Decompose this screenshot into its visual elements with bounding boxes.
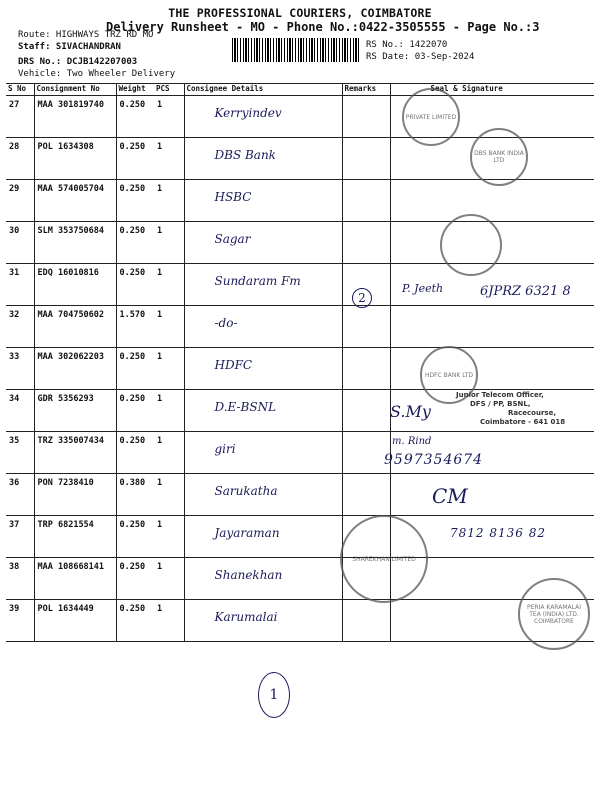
row-consignee-text: DBS Bank — [214, 148, 276, 162]
row-sno — [6, 96, 34, 138]
row-consignee-text: -do- — [214, 316, 238, 330]
row-weight-text: 0.250 — [119, 352, 146, 362]
row-sno-text: 34 — [9, 394, 20, 404]
row-weight — [116, 222, 154, 264]
vehicle: Vehicle: Two Wheeler Delivery — [18, 69, 176, 79]
row-weight — [116, 96, 154, 138]
row-consignment-no — [34, 600, 116, 642]
row-weight-text: 0.250 — [119, 394, 146, 404]
row-consignee — [184, 432, 342, 474]
row-seal-signature-text — [391, 306, 595, 310]
row-sno-text: 29 — [9, 184, 20, 194]
row-remarks-text — [343, 96, 390, 100]
row-seal-signature-text — [391, 474, 595, 478]
row-sno — [6, 390, 34, 432]
rs-number: RS No.: 1422070 — [366, 40, 448, 50]
row-seal-signature — [390, 306, 594, 348]
table-row — [6, 180, 594, 222]
row-sno-text: 28 — [9, 142, 20, 152]
row-remarks — [342, 96, 390, 138]
extra-37: 7812 8136 82 — [450, 526, 546, 540]
table-row — [6, 600, 594, 642]
row-consignment-no-text: GDR 5356293 — [37, 394, 94, 404]
table-header-row — [6, 84, 594, 96]
row-sno-text: 33 — [9, 352, 20, 362]
row-weight — [116, 432, 154, 474]
col-remarks: Remarks — [342, 84, 390, 96]
row-pcs — [154, 390, 184, 432]
row-weight — [116, 474, 154, 516]
row-weight — [116, 558, 154, 600]
row-sno-text: 27 — [9, 100, 20, 110]
row-pcs-text: 1 — [157, 478, 163, 488]
row-pcs-text: 1 — [157, 394, 163, 404]
row-consignment-no-text: MAA 704750602 — [37, 310, 105, 320]
hdfc-seal: HDFC BANK LTD — [420, 346, 478, 404]
row-pcs — [154, 222, 184, 264]
row-sno — [6, 516, 34, 558]
row-sno-text: 35 — [9, 436, 20, 446]
row-remarks-text — [343, 264, 390, 268]
row-seal-signature — [390, 474, 594, 516]
row-remarks-text — [343, 432, 390, 436]
row-sno-text: 38 — [9, 562, 20, 572]
row-remarks-text — [343, 474, 390, 478]
row-remarks-text — [343, 348, 390, 352]
row-consignment-no — [34, 348, 116, 390]
rs-date: RS Date: 03-Sep-2024 — [366, 52, 475, 62]
row-pcs-text: 1 — [157, 226, 163, 236]
row-remarks — [342, 180, 390, 222]
barcode — [232, 38, 360, 62]
row-sno-text: 36 — [9, 478, 20, 488]
karamalai-seal: PERIA KARAMALAI TEA (INDIA) LTD. COIMBATORE — [518, 578, 590, 650]
row-sno — [6, 432, 34, 474]
row-consignment-no-text: POL 1634308 — [37, 142, 94, 152]
col-consignment: Consignment No — [34, 84, 116, 96]
row-weight — [116, 516, 154, 558]
col-consignee: Consignee Details — [184, 84, 342, 96]
row-weight-text: 0.250 — [119, 562, 146, 572]
row-pcs-text: 1 — [157, 142, 163, 152]
row-consignment-no — [34, 264, 116, 306]
row-consignee-text: giri — [214, 442, 236, 456]
staff: Staff: SIVACHANDRAN — [18, 42, 121, 52]
row-weight-text: 0.250 — [119, 100, 146, 110]
table-row — [6, 348, 594, 390]
row-consignee-text: Karumalai — [214, 610, 278, 624]
row-consignee — [184, 222, 342, 264]
table-row — [6, 432, 594, 474]
row-remarks — [342, 600, 390, 642]
row-pcs-text: 1 — [157, 184, 163, 194]
row-seal-signature-text — [391, 516, 595, 520]
row-pcs — [154, 600, 184, 642]
row-consignee — [184, 516, 342, 558]
row-weight — [116, 264, 154, 306]
row-consignee — [184, 264, 342, 306]
col-seal-signature: Seal & Signature — [390, 84, 594, 96]
table-row — [6, 306, 594, 348]
bsnl-stamp: Junior Telecom Officer, DFS / PP, BSNL, Racecourse, Coimbatore - 641 018 — [456, 391, 566, 426]
row-consignment-no — [34, 180, 116, 222]
row-pcs-text: 1 — [157, 100, 163, 110]
kerry-seal: PRIVATE LIMITED — [402, 88, 460, 146]
row-consignee-text: HSBC — [214, 190, 252, 204]
row-sno — [6, 558, 34, 600]
col-weight: Weight — [116, 84, 154, 96]
row-consignment-no — [34, 96, 116, 138]
row-pcs — [154, 264, 184, 306]
row-consignment-no — [34, 474, 116, 516]
row-sno — [6, 222, 34, 264]
row-consignee-text: HDFC — [214, 358, 253, 372]
row-consignment-no — [34, 558, 116, 600]
signature-31: P. Jeeth — [402, 282, 444, 295]
table-row — [6, 558, 594, 600]
row-consignee — [184, 180, 342, 222]
row-consignment-no — [34, 432, 116, 474]
row-pcs-text: 1 — [157, 604, 163, 614]
row-weight — [116, 390, 154, 432]
row-consignee-text: Sagar — [214, 232, 251, 246]
extra-35: 9597354674 — [384, 452, 484, 468]
dbs-seal: DBS BANK INDIA LTD — [470, 128, 528, 186]
row-weight-text: 0.250 — [119, 520, 146, 530]
row-consignee — [184, 600, 342, 642]
row-consignment-no — [34, 222, 116, 264]
row-sno-text: 30 — [9, 226, 20, 236]
row-remarks — [342, 474, 390, 516]
runsheet-title: Delivery Runsheet - MO - Phone No.:0422-3505555 - Page No.:3 — [106, 20, 540, 34]
row-pcs-text: 1 — [157, 310, 163, 320]
row-consignment-no-text: TRZ 335007434 — [37, 436, 105, 446]
drs-number: DRS No.: DCJB142207003 — [18, 57, 138, 67]
row-consignment-no-text: EDQ 16010816 — [37, 268, 99, 278]
row-consignment-no-text: MAA 108668141 — [37, 562, 105, 572]
row-consignee-text: Kerryindev — [214, 106, 282, 120]
row-sno — [6, 600, 34, 642]
row-consignee — [184, 138, 342, 180]
row-consignment-no-text: TRP 6821554 — [37, 520, 94, 530]
row-seal-signature-text — [391, 348, 595, 352]
row-weight-text: 0.250 — [119, 436, 146, 446]
row-weight — [116, 348, 154, 390]
extra-31: 6JPRZ 6321 8 — [480, 284, 571, 299]
row-seal-signature — [390, 180, 594, 222]
row-weight-text: 0.250 — [119, 604, 146, 614]
row-remarks — [342, 432, 390, 474]
row-sno-text: 31 — [9, 268, 20, 278]
route: Route: HIGHWAYS TRZ RD MO — [18, 30, 154, 40]
row-remarks-text — [343, 180, 390, 184]
row-pcs — [154, 558, 184, 600]
row-consignment-no-text: POL 1634449 — [37, 604, 94, 614]
row-consignee — [184, 474, 342, 516]
row-consignment-no-text: MAA 302062203 — [37, 352, 105, 362]
signature-35: m. Rind — [392, 436, 432, 447]
table-row — [6, 222, 594, 264]
row-weight — [116, 306, 154, 348]
row-remarks — [342, 348, 390, 390]
row-pcs — [154, 306, 184, 348]
round-seal — [440, 214, 502, 276]
row-consignment-no — [34, 306, 116, 348]
row-consignee-text: Jayaraman — [214, 526, 280, 540]
row-consignment-no — [34, 516, 116, 558]
row-sno — [6, 180, 34, 222]
row-consignment-no — [34, 390, 116, 432]
row-pcs-text: 1 — [157, 352, 163, 362]
company-title: THE PROFESSIONAL COURIERS, COIMBATORE — [168, 6, 432, 20]
row-sno — [6, 138, 34, 180]
sharekhan-seal: SHAREKHAN LIMITED — [340, 515, 428, 603]
row-sno-text: 37 — [9, 520, 20, 530]
row-consignee — [184, 558, 342, 600]
row-sno-text: 39 — [9, 604, 20, 614]
row-weight-text: 0.380 — [119, 478, 146, 488]
row-consignment-no-text: SLM 353750684 — [37, 226, 105, 236]
row-remarks — [342, 306, 390, 348]
signature-34: S.My — [390, 402, 431, 421]
row-weight-text: 0.250 — [119, 184, 146, 194]
row-sno — [6, 306, 34, 348]
row-remarks — [342, 222, 390, 264]
row-consignee-text: Sarukatha — [214, 484, 278, 498]
row-pcs — [154, 96, 184, 138]
row-pcs — [154, 516, 184, 558]
row-consignment-no-text: MAA 301819740 — [37, 100, 105, 110]
row-weight-text: 0.250 — [119, 226, 146, 236]
row-consignee-text: Shanekhan — [214, 568, 283, 582]
row-consignment-no — [34, 138, 116, 180]
row-weight-text: 0.250 — [119, 268, 146, 278]
col-pcs: PCS — [154, 84, 184, 96]
row-consignee-text: D.E-BSNL — [214, 400, 277, 414]
row-pcs — [154, 474, 184, 516]
row-weight — [116, 180, 154, 222]
row-pcs — [154, 180, 184, 222]
row-pcs-text: 1 — [157, 562, 163, 572]
row-consignee-text: Sundaram Fm — [214, 274, 301, 288]
row-consignee — [184, 348, 342, 390]
row-remarks-text — [343, 222, 390, 226]
row-weight-text: 1.570 — [119, 310, 146, 320]
row-weight — [116, 138, 154, 180]
row-weight — [116, 600, 154, 642]
row-remarks-text — [343, 390, 390, 394]
row-consignment-no-text: MAA 574005704 — [37, 184, 105, 194]
signature-36: CM — [432, 484, 468, 508]
col-sno: S No — [6, 84, 34, 96]
row-pcs-text: 1 — [157, 520, 163, 530]
row-remarks — [342, 390, 390, 432]
row-consignee — [184, 390, 342, 432]
row-sno-text: 32 — [9, 310, 20, 320]
row-sno — [6, 348, 34, 390]
row-consignee — [184, 306, 342, 348]
table-row — [6, 474, 594, 516]
row-pcs — [154, 432, 184, 474]
row-consignment-no-text: PON 7238410 — [37, 478, 94, 488]
row-pcs — [154, 348, 184, 390]
footer-page-mark: 1 — [258, 672, 290, 718]
row-sno — [6, 264, 34, 306]
row-pcs-text: 1 — [157, 436, 163, 446]
remark-31: 2 — [352, 288, 372, 308]
row-remarks-text — [343, 138, 390, 142]
row-sno — [6, 474, 34, 516]
row-pcs — [154, 138, 184, 180]
row-remarks — [342, 138, 390, 180]
row-pcs-text: 1 — [157, 268, 163, 278]
row-weight-text: 0.250 — [119, 142, 146, 152]
row-consignee — [184, 96, 342, 138]
